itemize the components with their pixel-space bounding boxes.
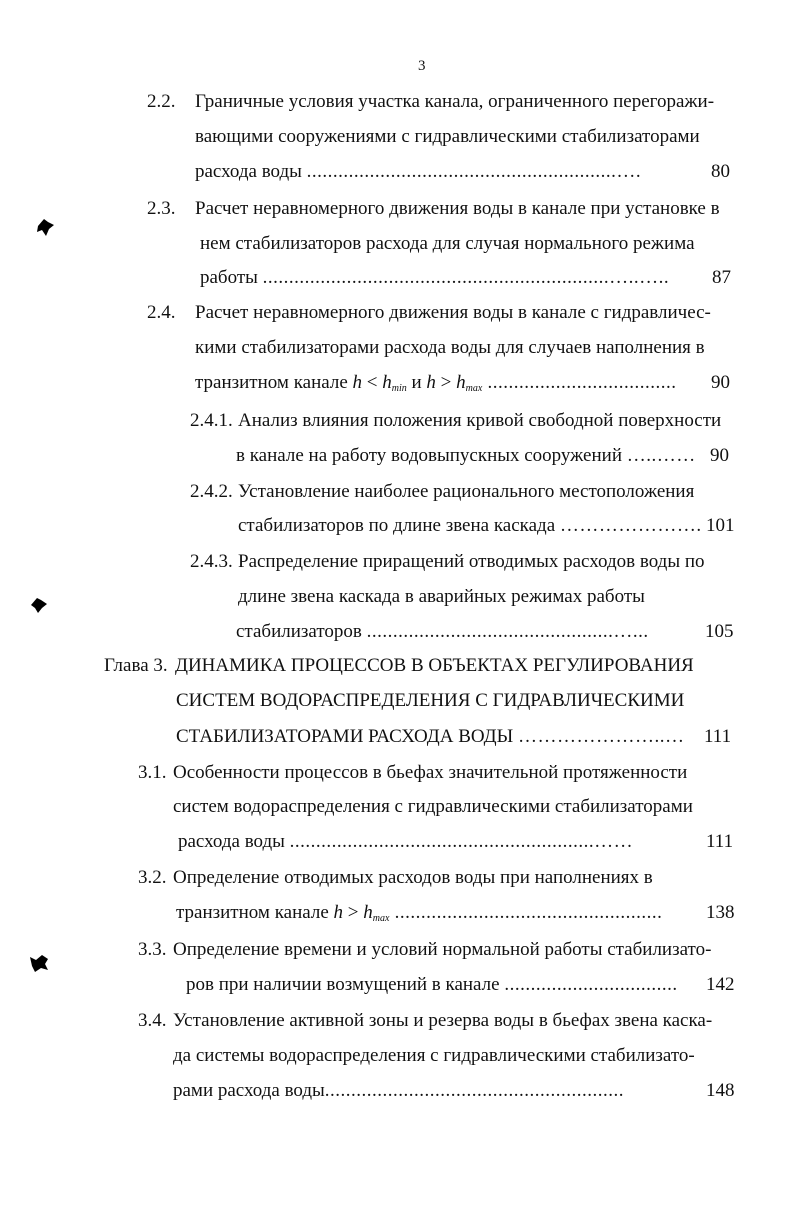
toc-entry-title: Определение отводимых расходов воды при наполнениях в: [173, 867, 653, 888]
math-gt: >: [343, 902, 364, 923]
toc-entry-title: [173, 1079, 624, 1103]
toc-leader-dots: ………………….: [559, 515, 702, 536]
toc-chapter-title: СИСТЕМ ВОДОРАСПРЕДЕЛЕНИЯ С ГИДРАВЛИЧЕСКИМИ: [176, 690, 685, 711]
toc-entry-title: длине звена каскада в аварийных режимах работы: [238, 586, 645, 607]
toc-leader-dots: ...................................................: [389, 902, 663, 923]
toc-entry-title: [238, 514, 702, 538]
toc-entry-number: 2.4.3.: [190, 551, 233, 572]
toc-entry-number: 2.4.2.: [190, 481, 233, 502]
toc-page-number: 142: [706, 974, 735, 995]
toc-page-number: 105: [705, 621, 734, 642]
toc-entry-title: Расчет неравномерного движения воды в канале при установке в: [195, 198, 720, 219]
math-sub-min: min: [391, 383, 407, 394]
toc-entry-text: транзитном канале: [195, 372, 353, 393]
toc-entry-title: кими стабилизаторами расхода воды для случаев наполнения в: [195, 337, 705, 358]
math-h: h: [456, 372, 466, 393]
toc-page-number: 87: [712, 267, 731, 288]
binder-hole-mark-icon: [28, 594, 50, 616]
binder-hole-mark-icon: [34, 216, 56, 238]
toc-entry-number: 3.3.: [138, 939, 167, 960]
toc-entry-number: 3.4.: [138, 1010, 167, 1031]
toc-entry-title: Определение времени и условий нормальной работы стабилизато-: [173, 939, 712, 960]
toc-entry-text: расхода воды: [178, 831, 290, 852]
toc-leader-dots: ...........................................................….: [306, 161, 642, 182]
toc-entry-text: стабилизаторов: [236, 621, 367, 642]
toc-leader-dots: .........................................................: [324, 1080, 625, 1101]
toc-entry-text: СТАБИЛИЗАТОРАМИ РАСХОДА ВОДЫ: [176, 726, 518, 747]
toc-entry-number: 2.2.: [147, 91, 176, 112]
toc-entry-title: Расчет неравномерного движения воды в канале с гидравличес-: [195, 302, 711, 323]
toc-entry-text: в канале на работу водовыпускных сооружений: [236, 445, 627, 466]
math-lt: <: [362, 372, 383, 393]
binder-hole-mark-icon: [28, 952, 50, 974]
toc-chapter-title: [176, 725, 684, 749]
toc-entry-text: и: [406, 372, 427, 393]
toc-page-number: 148: [706, 1080, 735, 1101]
toc-page-number: 111: [706, 831, 734, 852]
math-h: h: [382, 372, 392, 393]
toc-entry-title: [178, 830, 633, 854]
toc-entry-title: [236, 620, 649, 644]
toc-entry-title: [236, 444, 696, 468]
toc-leader-dots: .................................: [504, 974, 678, 995]
toc-page-number: 90: [710, 445, 729, 466]
math-h: h: [333, 902, 344, 923]
toc-leader-dots: ..........................................................……: [289, 831, 634, 852]
toc-entry-title: систем водораспределения с гидравлическими стабилизаторами: [173, 796, 693, 817]
toc-entry-title: Установление активной зоны и резерва воды в бьефах звена каска-: [173, 1010, 713, 1031]
toc-entry-text: ров при наличии возмущений в канале: [186, 974, 505, 995]
toc-chapter-title: ДИНАМИКА ПРОЦЕССОВ В ОБЪЕКТАХ РЕГУЛИРОВАНИЯ: [175, 655, 694, 676]
toc-page-number: 111: [704, 726, 732, 747]
toc-entry-title: Граничные условия участка канала, ограниченного перегоражи-: [195, 91, 715, 112]
toc-page-number: 101: [706, 515, 735, 536]
toc-leader-dots: …..……: [626, 445, 696, 466]
toc-page-number: 90: [711, 372, 730, 393]
page-number: 3: [418, 58, 426, 74]
toc-leader-dots: ....................................: [482, 372, 677, 393]
toc-entry-text: стабилизаторов по длине звена каскада: [238, 515, 560, 536]
toc-entry-title: да системы водораспределения с гидравлическими стабилизато-: [173, 1045, 695, 1066]
toc-entry-text: транзитном канале: [176, 902, 334, 923]
toc-entry-text: расхода воды: [195, 161, 307, 182]
toc-entry-title: Распределение приращений отводимых расходов воды по: [238, 551, 705, 572]
toc-leader-dots: …………………..…: [517, 726, 685, 747]
toc-entry-title: [200, 266, 669, 290]
toc-entry-title: вающими сооружениями с гидравлическими стабилизаторами: [195, 126, 700, 147]
toc-entry-title: [195, 160, 641, 184]
math-sub-max: max: [372, 913, 390, 924]
toc-entry-title: [176, 901, 662, 931]
toc-entry-number: 3.1.: [138, 762, 167, 783]
toc-page-number: 138: [706, 902, 735, 923]
toc-entry-number: 2.4.1.: [190, 410, 233, 431]
math-sub-max: max: [465, 383, 483, 394]
toc-entry-text: рами расхода воды: [173, 1080, 325, 1101]
toc-entry-title: Особенности процессов в бьефах значительной протяженности: [173, 762, 688, 783]
toc-leader-dots: ..................................................................…..…..: [262, 267, 670, 288]
math-h: h: [363, 902, 373, 923]
toc-leader-dots: ...............................................…...: [366, 621, 649, 642]
toc-page-number: 80: [711, 161, 730, 182]
toc-entry-title: нем стабилизаторов расхода для случая нормального режима: [200, 233, 695, 254]
math-gt: >: [435, 372, 457, 393]
toc-entry-title: [195, 371, 677, 401]
toc-chapter-number: Глава 3.: [104, 655, 168, 676]
math-h: h: [426, 372, 436, 393]
toc-entry-title: Анализ влияния положения кривой свободной поверхности: [238, 410, 722, 431]
toc-entry-number: 3.2.: [138, 867, 167, 888]
math-h: h: [352, 372, 363, 393]
toc-entry-number: 2.3.: [147, 198, 176, 219]
toc-entry-title: [186, 973, 678, 997]
toc-entry-text: работы: [200, 267, 263, 288]
toc-entry-title: Установление наиболее рационального местоположения: [238, 481, 695, 502]
toc-entry-number: 2.4.: [147, 302, 176, 323]
